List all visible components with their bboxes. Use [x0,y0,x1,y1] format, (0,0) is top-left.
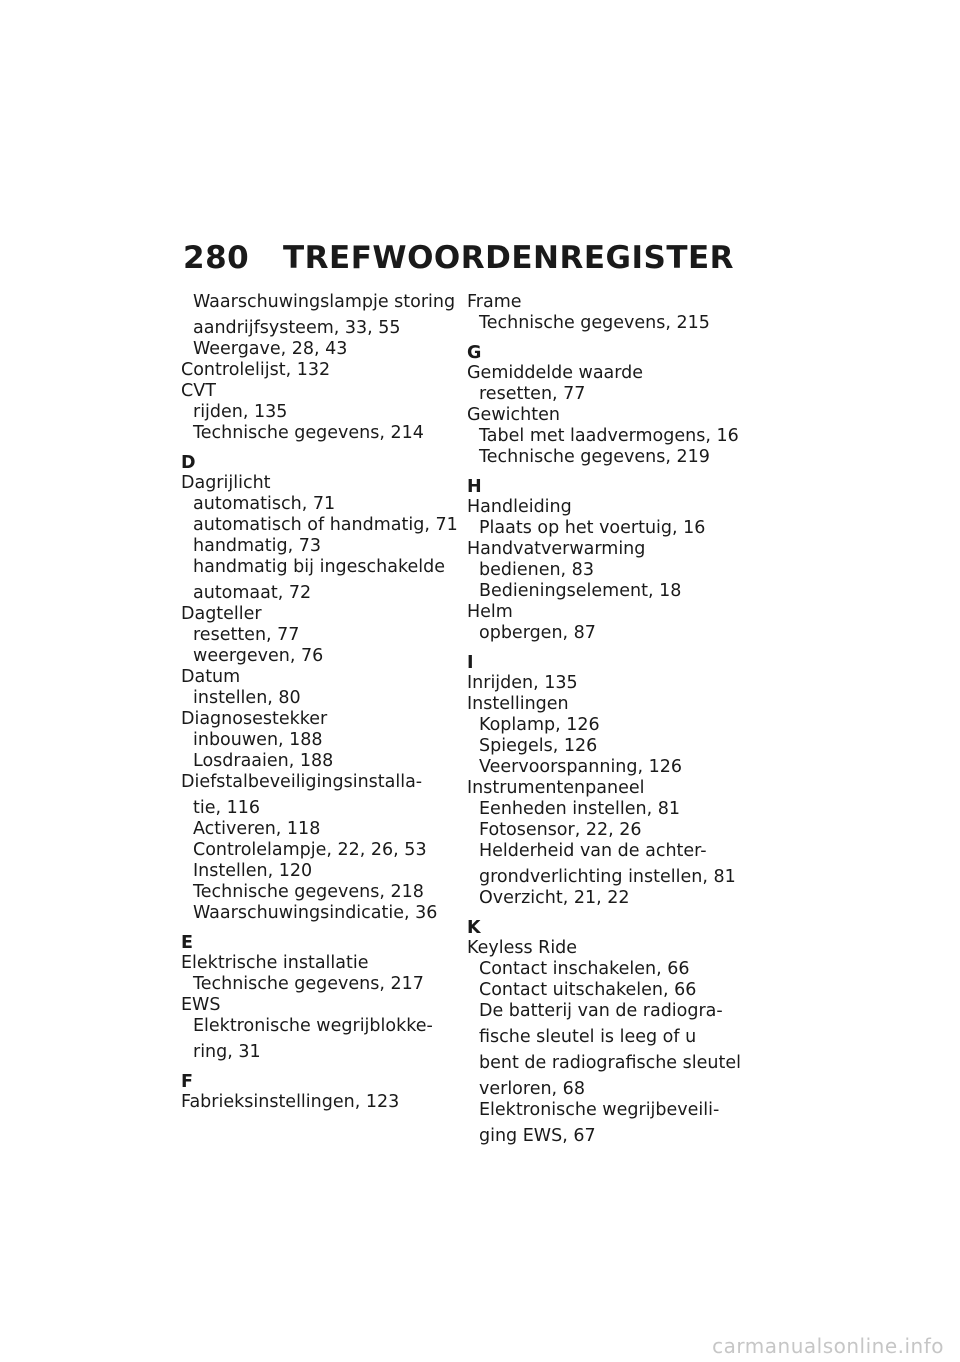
index-entry: Instrumentenpaneel [467,778,645,798]
index-subentry: Instellen, 120 [193,861,313,881]
index-letter-heading: H [467,477,482,497]
index-subentry: Technische gegevens, 218 [193,882,424,902]
page-number: 280 [183,240,250,276]
index-subentry: automaat, 72 [193,583,312,603]
index-subentry: Eenheden instellen, 81 [479,799,680,819]
index-subentry: Veervoorspanning, 126 [479,757,683,777]
index-subentry: automatisch of handmatig, 71 [193,515,458,535]
index-entry: CVT [181,381,216,401]
index-subentry: automatisch, 71 [193,494,336,514]
index-subentry: Waarschuwingsindicatie, 36 [193,903,438,923]
index-subentry: instellen, 80 [193,688,301,708]
index-entry: Frame [467,292,522,312]
index-letter-heading: K [467,918,481,938]
index-subentry: Plaats op het voertuig, 16 [479,518,706,538]
index-subentry: Elektronische wegrijblokke- [193,1016,433,1036]
index-entry: Gewichten [467,405,560,425]
index-subentry: Technische gegevens, 217 [193,974,424,994]
index-subentry: aandrijfsysteem, 33, 55 [193,318,401,338]
index-subentry: inbouwen, 188 [193,730,323,750]
index-subentry: Technische gegevens, 215 [479,313,710,333]
watermark: carmanualsonline.info [712,1334,944,1358]
index-subentry: grondverlichting instellen, 81 [479,867,736,887]
index-subentry: verloren, 68 [479,1079,585,1099]
index-letter-heading: D [181,453,196,473]
index-entry: Elektrische installatie [181,953,369,973]
index-subentry: resetten, 77 [479,384,586,404]
index-subentry: handmatig, 73 [193,536,322,556]
index-subentry: rijden, 135 [193,402,288,422]
index-entry: Handvatverwarming [467,539,646,559]
index-subentry: bent de radiografische sleutel [479,1053,741,1073]
index-subentry: Contact inschakelen, 66 [479,959,690,979]
index-subentry: Contact uitschakelen, 66 [479,980,697,1000]
index-subentry: Technische gegevens, 219 [479,447,710,467]
index-subentry: Technische gegevens, 214 [193,423,424,443]
index-subentry: Spiegels, 126 [479,736,598,756]
index-subentry: Activeren, 118 [193,819,321,839]
index-entry: Instellingen [467,694,569,714]
index-subentry: Fotosensor, 22, 26 [479,820,642,840]
index-entry: Keyless Ride [467,938,578,958]
index-entry: Helm [467,602,513,622]
index-letter-heading: I [467,653,474,673]
index-letter-heading: E [181,933,193,953]
index-subentry: Tabel met laadvermogens, 16 [479,426,739,446]
index-subentry: handmatig bij ingeschakelde [193,557,445,577]
index-column-right [467,292,741,1147]
index-subentry: ging EWS, 67 [479,1126,596,1146]
index-subentry: Losdraaien, 188 [193,751,334,771]
index-entry: Handleiding [467,497,572,517]
index-entry: EWS [181,995,221,1015]
index-subentry: Helderheid van de achter- [479,841,707,861]
index-letter-heading: G [467,343,482,363]
index-entry: Diagnosestekker [181,709,328,729]
index-subentry: De batterij van de radiogra- [479,1001,723,1021]
index-subentry: resetten, 77 [193,625,300,645]
index-entry: Inrijden, 135 [467,673,578,693]
index-subentry: Koplamp, 126 [479,715,600,735]
index-letter-heading: F [181,1072,193,1092]
index-subentry: tie, 116 [193,798,261,818]
index-column-left [181,292,458,1113]
index-subentry: opbergen, 87 [479,623,596,643]
index-subentry: fische sleutel is leeg of u [479,1027,697,1047]
index-entry: Datum [181,667,241,687]
page-header [183,240,734,276]
index-subentry: bedienen, 83 [479,560,594,580]
index-subentry: weergeven, 76 [193,646,324,666]
index-entry: Fabrieksinstellingen, 123 [181,1092,400,1112]
index-subentry: Elektronische wegrijbeveili- [479,1100,720,1120]
index-subentry: Bedieningselement, 18 [479,581,682,601]
index-entry: Dagrijlicht [181,473,271,493]
index-entry: Controlelijst, 132 [181,360,331,380]
index-entry: Diefstalbeveiligingsinstalla- [181,772,423,792]
index-entry: Dagteller [181,604,262,624]
index-subentry: ring, 31 [193,1042,261,1062]
index-subentry: Waarschuwingslampje storing [193,292,456,312]
page-title: TREFWOORDENREGISTER [283,240,735,276]
index-subentry: Weergave, 28, 43 [193,339,348,359]
index-entry: Gemiddelde waarde [467,363,644,383]
index-subentry: Overzicht, 21, 22 [479,888,630,908]
index-subentry: Controlelampje, 22, 26, 53 [193,840,427,860]
